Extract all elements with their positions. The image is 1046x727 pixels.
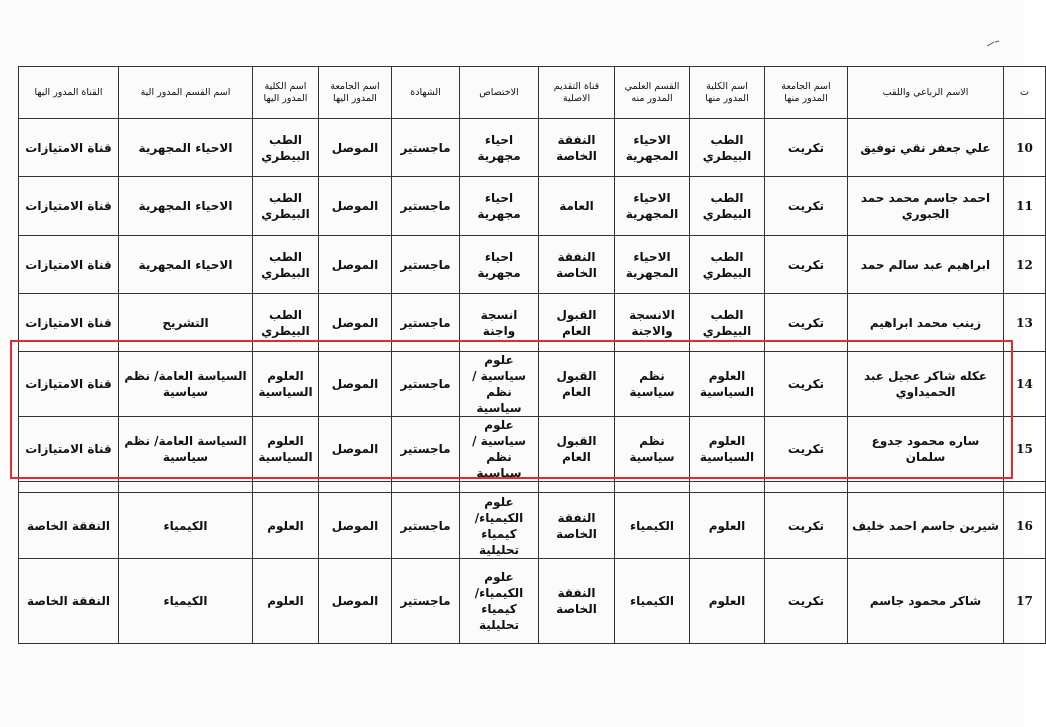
spacer-cell [319, 482, 392, 493]
header-from-department: القسم العلمي المدور منه [615, 67, 690, 119]
to-college: العلوم السياسية [253, 417, 319, 482]
degree: ماجستير [392, 352, 460, 417]
from-department: الاحياء المجهرية [615, 236, 690, 294]
from-college: العلوم السياسية [690, 352, 765, 417]
from-college: العلوم [690, 559, 765, 644]
header-to-university: اسم الجامعة المدور اليها [319, 67, 392, 119]
admission-channel: القبول العام [539, 417, 615, 482]
table-row [19, 493, 1046, 559]
to-channel: قناة الامتيازات [19, 294, 119, 352]
from-department: نظم سياسية [615, 352, 690, 417]
from-department: الكيمياء [615, 493, 690, 559]
table-row [19, 559, 1046, 644]
student-name: شيرين جاسم احمد خليف [848, 493, 1004, 559]
header-specialty: الاختصاص [460, 67, 539, 119]
specialty: علوم سياسية / نظم سياسية [460, 417, 539, 482]
to-university: الموصل [319, 236, 392, 294]
admission-channel: القبول العام [539, 294, 615, 352]
student-name: علي جعفر نقي توفيق [848, 119, 1004, 177]
from-college: العلوم السياسية [690, 417, 765, 482]
to-university: الموصل [319, 352, 392, 417]
from-college: الطب البيطري [690, 177, 765, 236]
from-college: العلوم [690, 493, 765, 559]
to-college: الطب البيطري [253, 177, 319, 236]
to-university: الموصل [319, 493, 392, 559]
header-to-department: اسم القسم المدور الية [119, 67, 253, 119]
degree: ماجستير [392, 493, 460, 559]
to-university: الموصل [319, 417, 392, 482]
spacer-cell [1004, 482, 1046, 493]
spacer-cell [539, 482, 615, 493]
from-department: الكيمياء [615, 559, 690, 644]
to-department: الاحياء المجهرية [119, 177, 253, 236]
spacer-row [19, 482, 1046, 493]
to-college: الطب البيطري [253, 119, 319, 177]
to-department: السياسة العامة/ نظم سياسية [119, 417, 253, 482]
from-university: تكريت [765, 352, 848, 417]
to-college: الطب البيطري [253, 294, 319, 352]
table-row [19, 294, 1046, 352]
to-college: العلوم [253, 493, 319, 559]
admission-channel: النفقة الخاصة [539, 236, 615, 294]
header-row [19, 67, 1046, 119]
from-university: تكريت [765, 119, 848, 177]
to-department: التشريح [119, 294, 253, 352]
to-channel: قناة الامتيازات [19, 177, 119, 236]
pen-mark-icon [986, 40, 1000, 48]
admission-channel: القبول العام [539, 352, 615, 417]
from-department: نظم سياسية [615, 417, 690, 482]
from-university: تكريت [765, 559, 848, 644]
degree: ماجستير [392, 119, 460, 177]
degree: ماجستير [392, 236, 460, 294]
degree: ماجستير [392, 177, 460, 236]
specialty: علوم الكيمياء/ كيمياء تحليلية [460, 493, 539, 559]
admission-channel: النفقة الخاصة [539, 493, 615, 559]
degree: ماجستير [392, 294, 460, 352]
specialty: علوم سياسية / نظم سياسية [460, 352, 539, 417]
spacer-cell [690, 482, 765, 493]
to-channel: قناة الامتيازات [19, 417, 119, 482]
to-college: الطب البيطري [253, 236, 319, 294]
from-university: تكريت [765, 417, 848, 482]
from-department: الاحياء المجهرية [615, 119, 690, 177]
table-row [19, 119, 1046, 177]
degree: ماجستير [392, 417, 460, 482]
row-number: 13 [1004, 294, 1046, 352]
from-department: الاحياء المجهرية [615, 177, 690, 236]
from-college: الطب البيطري [690, 294, 765, 352]
spacer-cell [848, 482, 1004, 493]
row-number: 17 [1004, 559, 1046, 644]
specialty: انسجة واجنة [460, 294, 539, 352]
header-to-college: اسم الكلية المدور اليها [253, 67, 319, 119]
student-name: احمد جاسم محمد حمد الجبوري [848, 177, 1004, 236]
from-department: الانسجة والاجنة [615, 294, 690, 352]
to-college: العلوم السياسية [253, 352, 319, 417]
spacer-cell [460, 482, 539, 493]
header-from-university: اسم الجامعة المدور منها [765, 67, 848, 119]
to-university: الموصل [319, 559, 392, 644]
spacer-cell [615, 482, 690, 493]
from-university: تكريت [765, 493, 848, 559]
spacer-cell [765, 482, 848, 493]
from-college: الطب البيطري [690, 119, 765, 177]
specialty: احياء مجهرية [460, 119, 539, 177]
to-channel: النفقة الخاصة [19, 559, 119, 644]
table-row [19, 177, 1046, 236]
student-name: عكله شاكر عجيل عبد الحميداوي [848, 352, 1004, 417]
from-college: الطب البيطري [690, 236, 765, 294]
header-name: الاسم الرباعي واللقب [848, 67, 1004, 119]
table-row [19, 417, 1046, 482]
header-from-college: اسم الكلية المدور منها [690, 67, 765, 119]
to-department: السياسة العامة/ نظم سياسية [119, 352, 253, 417]
admission-channel: النفقة الخاصة [539, 559, 615, 644]
to-department: الاحياء المجهرية [119, 119, 253, 177]
to-channel: قناة الامتيازات [19, 352, 119, 417]
to-channel: قناة الامتيازات [19, 119, 119, 177]
header-channel: قناة التقديم الاصلية [539, 67, 615, 119]
table-row [19, 236, 1046, 294]
student-name: زينب محمد ابراهيم [848, 294, 1004, 352]
specialty: احياء مجهرية [460, 236, 539, 294]
degree: ماجستير [392, 559, 460, 644]
student-name: ابراهيم عبد سالم حمد [848, 236, 1004, 294]
to-channel: قناة الامتيازات [19, 236, 119, 294]
to-university: الموصل [319, 177, 392, 236]
student-name: شاكر محمود جاسم [848, 559, 1004, 644]
to-university: الموصل [319, 294, 392, 352]
to-department: الكيمياء [119, 493, 253, 559]
to-department: الكيمياء [119, 559, 253, 644]
row-number: 16 [1004, 493, 1046, 559]
student-name: ساره محمود جدوع سلمان [848, 417, 1004, 482]
transfer-table [18, 66, 1046, 644]
spacer-cell [19, 482, 119, 493]
spacer-cell [392, 482, 460, 493]
row-number: 14 [1004, 352, 1046, 417]
row-number: 11 [1004, 177, 1046, 236]
specialty: احياء مجهرية [460, 177, 539, 236]
from-university: تكريت [765, 236, 848, 294]
row-number: 10 [1004, 119, 1046, 177]
specialty: علوم الكيمياء/ كيمياء تحليلية [460, 559, 539, 644]
header-degree: الشهادة [392, 67, 460, 119]
admission-channel: العامة [539, 177, 615, 236]
to-department: الاحياء المجهرية [119, 236, 253, 294]
from-university: تكريت [765, 294, 848, 352]
admission-channel: النفقة الخاصة [539, 119, 615, 177]
row-number: 15 [1004, 417, 1046, 482]
header-num: ت [1004, 67, 1046, 119]
to-channel: النفقة الخاصة [19, 493, 119, 559]
row-number: 12 [1004, 236, 1046, 294]
table-row [19, 352, 1046, 417]
to-university: الموصل [319, 119, 392, 177]
to-college: العلوم [253, 559, 319, 644]
spacer-cell [253, 482, 319, 493]
from-university: تكريت [765, 177, 848, 236]
spacer-cell [119, 482, 253, 493]
header-to-channel: القناة المدور اليها [19, 67, 119, 119]
